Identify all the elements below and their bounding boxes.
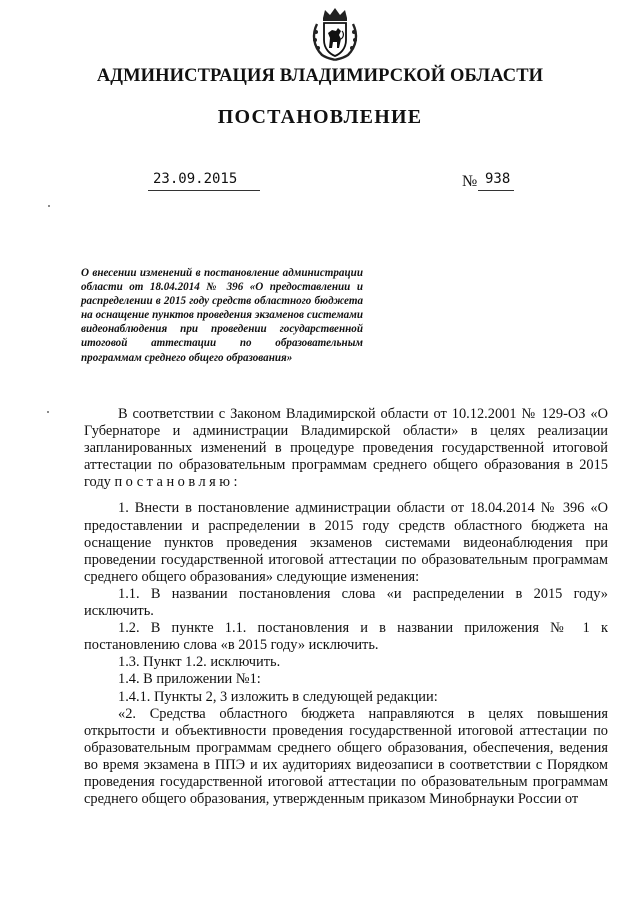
number-label: № (462, 173, 478, 190)
document-subject: О внесении изменений в постановление администрации области от 18.04.2014 № 396 «О предоставлении и распределении в 2015 году средств областного бюджета на оснащение пунктов проведения экзаменов системами видеонаблюдения при проведении государственной итоговой аттестации по образовательным программам среднего общего образования» (81, 267, 363, 364)
paragraph-1-1: 1.1. В названии постановления слова «и распределении в 2015 году» исключить. (84, 585, 608, 620)
paragraph-1-2: 1.2. В пункте 1.1. постановления и в названии приложения № 1 к постановлению слова «в 2015 году» исключить. (84, 620, 608, 654)
number-underline (478, 190, 514, 191)
paragraph-1-4: 1.4. В приложении №1: (118, 671, 261, 688)
preamble-text: В соответствии с Законом Владимирской области от 10.12.2001 № 129-ОЗ «О Губернаторе и администрации Владимирской области» в целях реализации запланированных изменений в процедуре проведения государственной итоговой аттестации по образовательным программам среднего общего образования в 2015 году (84, 406, 608, 491)
document-date: 23.09.2015 (153, 171, 238, 187)
document-number: 938 (485, 171, 511, 187)
preamble-paragraph (84, 406, 608, 491)
organization-name: АДМИНИСТРАЦИЯ ВЛАДИМИРСКОЙ ОБЛАСТИ (96, 66, 544, 86)
paragraph-1: 1. Внести в постановление администрации области от 18.04.2014 № 396 «О предоставлении и распределении в 2015 году средств областного бюджета на оснащение пунктов проведения экзаменов системами видеонаблюдения при проведении государственной итоговой аттестации по образовательным программам среднего общего образования» следующие изменения: (84, 500, 608, 585)
document-title: ПОСТАНОВЛЕНИЕ (217, 106, 423, 128)
paragraph-1-3: 1.3. Пункт 1.2. исключить. (118, 654, 281, 671)
scan-speck (48, 205, 50, 207)
scan-speck (47, 411, 49, 413)
paragraph-quote: «2. Средства областного бюджета направляются в целях повышения открытости и объективности проведения государственной итоговой аттестации по образовательным программам среднего общего образования, обеспечения, ведения во время экзамена в ППЭ и их аудиториях видеозаписи в соответствии с Порядком проведения государственной итоговой аттестации по образовательным программам среднего общего образования, утвержденным приказом Минобрнауки России от (84, 705, 608, 808)
document-body (84, 406, 608, 808)
coat-of-arms-icon (308, 6, 362, 62)
decree-word: постановляю: (114, 474, 241, 491)
date-underline (148, 190, 260, 191)
paragraph-1-4-1: 1.4.1. Пункты 2, 3 изложить в следующей редакции: (118, 688, 438, 705)
